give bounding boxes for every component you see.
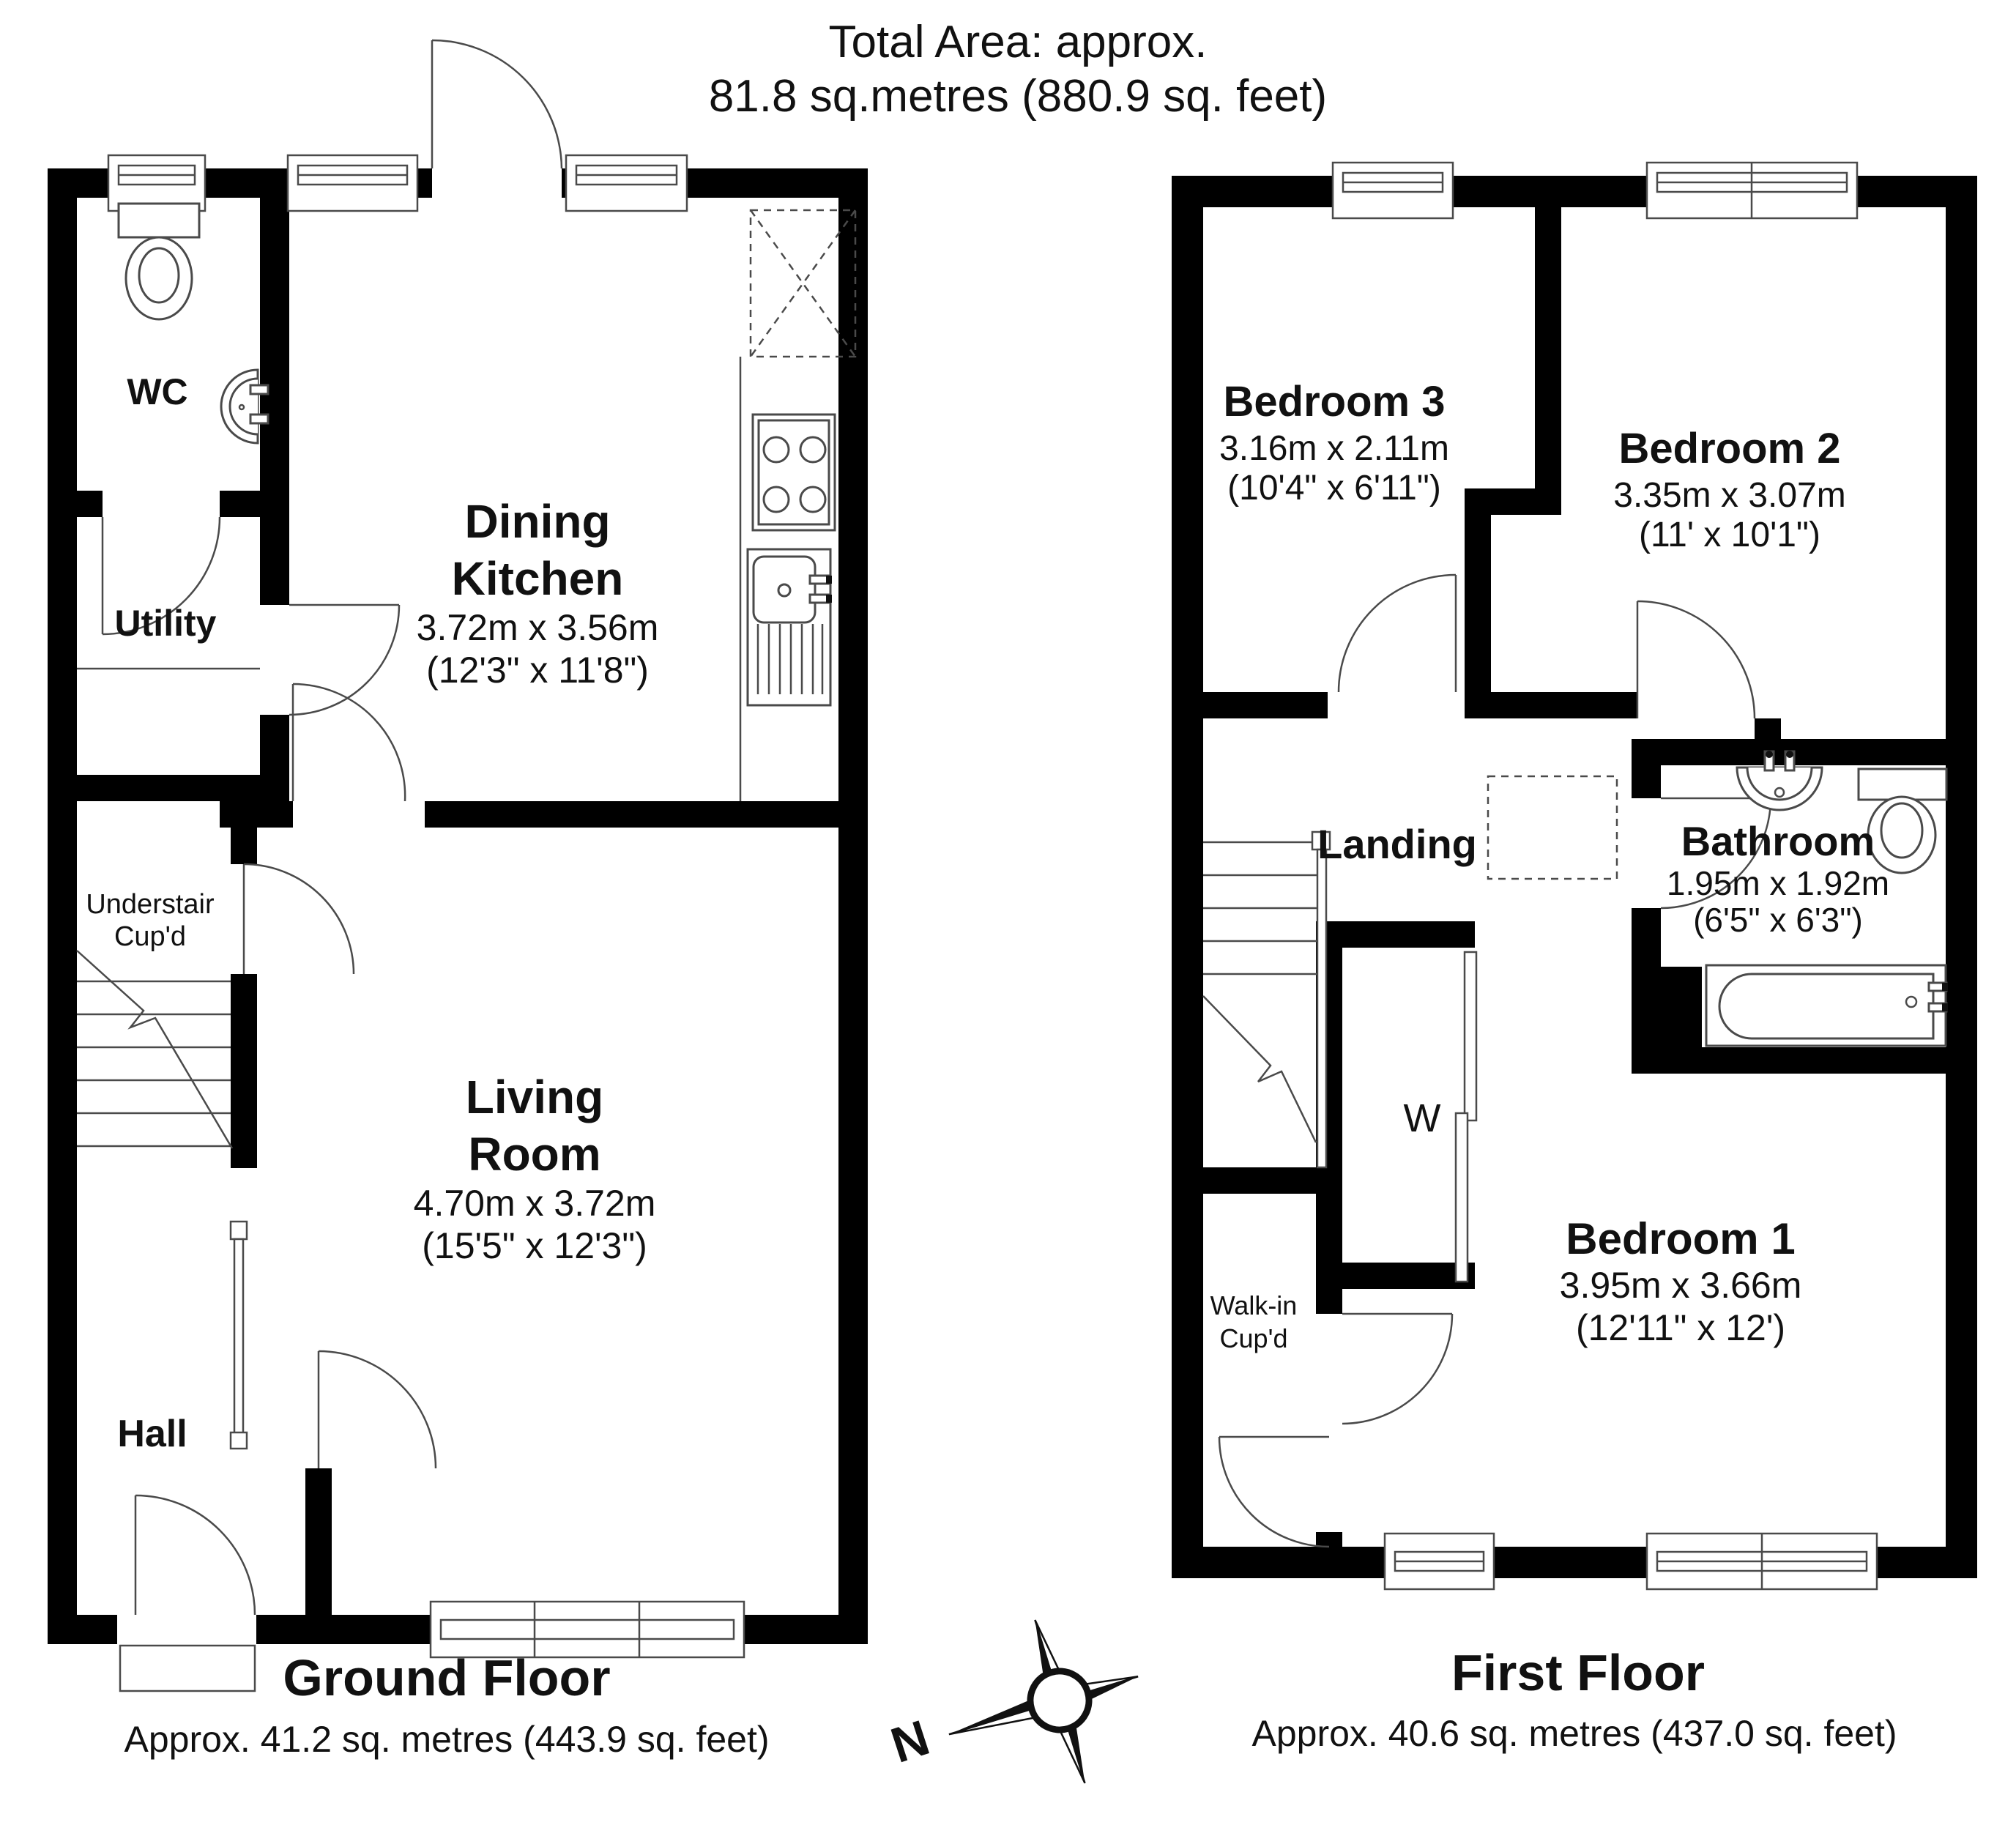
room-dims-imperial: (15'5" x 12'3") [422,1225,647,1266]
title-line2: 81.8 sq.metres (880.9 sq. feet) [708,71,1328,122]
door-arc-icon [1342,1314,1452,1424]
room-dims-metric: 3.72m x 3.56m [416,607,659,648]
door-arc-icon [1219,1437,1329,1547]
room-dims-imperial: (6'5" x 6'3") [1693,901,1863,939]
door-arc-icon [1339,575,1456,692]
door-arc-icon [289,605,399,715]
room-dims-imperial: (12'11" x 12') [1575,1307,1786,1348]
window-icon [566,155,687,211]
door-arc-icon [293,684,405,801]
window-icon [1385,1534,1494,1589]
room-dims-imperial: (11' x 10'1") [1639,516,1820,554]
room-label-wardrobe: W [1403,1096,1441,1140]
room-label-understair-2: Cup'd [114,921,187,952]
page-title [709,17,1327,122]
room-label-bedroom2: Bedroom 2 [1618,425,1841,472]
first-floor-caption: First Floor [1451,1644,1706,1701]
room-dims-metric: 1.95m x 1.92m [1666,864,1890,902]
bath-icon [1706,965,1948,1046]
room-label-understair-1: Understair [86,889,215,920]
hob-icon [753,415,835,530]
kitchen-sink-icon [748,549,832,705]
window-icon [1647,163,1857,218]
ground-floor-caption: Ground Floor [283,1649,611,1706]
room-label-walkin-2: Cup'd [1219,1323,1288,1353]
stairs-icon [77,951,247,1449]
room-label-walkin-1: Walk-in [1210,1290,1298,1320]
loft-hatch-outline [1488,776,1617,879]
compass-icon [885,1596,1164,1817]
room-dims-metric: 4.70m x 3.72m [413,1183,656,1224]
window-icon [288,155,417,211]
room-label-hall: Hall [117,1413,187,1455]
door-arc-icon [135,1495,255,1615]
door-arc-icon [1637,601,1755,718]
room-dims-imperial: (12'3" x 11'8") [426,650,649,691]
room-label-bedroom1: Bedroom 1 [1566,1214,1796,1263]
title-line1: Total Area: approx. [828,17,1208,67]
door-arc-icon [432,40,562,168]
wardrobe-sliding-doors [1456,952,1476,1282]
window-icon [1333,163,1453,218]
room-dims-metric: 3.16m x 2.11m [1219,429,1449,468]
room-label-utility: Utility [114,603,217,644]
room-label-dining: Dining [464,495,611,548]
room-label-kitchen: Kitchen [451,552,624,605]
room-label-living: Living [465,1071,604,1123]
compass-north-label: N [884,1709,936,1774]
room-label-bedroom3: Bedroom 3 [1223,378,1446,425]
room-label-bathroom: Bathroom [1681,818,1875,864]
window-icon [1647,1534,1877,1589]
ground-floor-labels [86,371,769,1760]
room-dims-metric: 3.35m x 3.07m [1613,476,1846,515]
first-floor-area: Approx. 40.6 sq. metres (437.0 sq. feet) [1251,1713,1897,1754]
ground-floor-area: Approx. 41.2 sq. metres (443.9 sq. feet) [124,1719,770,1760]
toilet-icon [119,204,199,319]
stairs-icon [1203,832,1330,1167]
room-label-room: Room [468,1128,601,1181]
room-dims-metric: 3.95m x 3.66m [1559,1265,1802,1306]
ground-floor-windows [108,155,744,1691]
room-dims-imperial: (10'4" x 6'11") [1227,469,1441,508]
room-label-landing: Landing [1317,821,1477,867]
door-arc-icon [319,1351,436,1468]
room-label-wc: WC [127,371,188,412]
door-arc-icon [244,864,354,974]
front-porch-step [120,1646,255,1691]
